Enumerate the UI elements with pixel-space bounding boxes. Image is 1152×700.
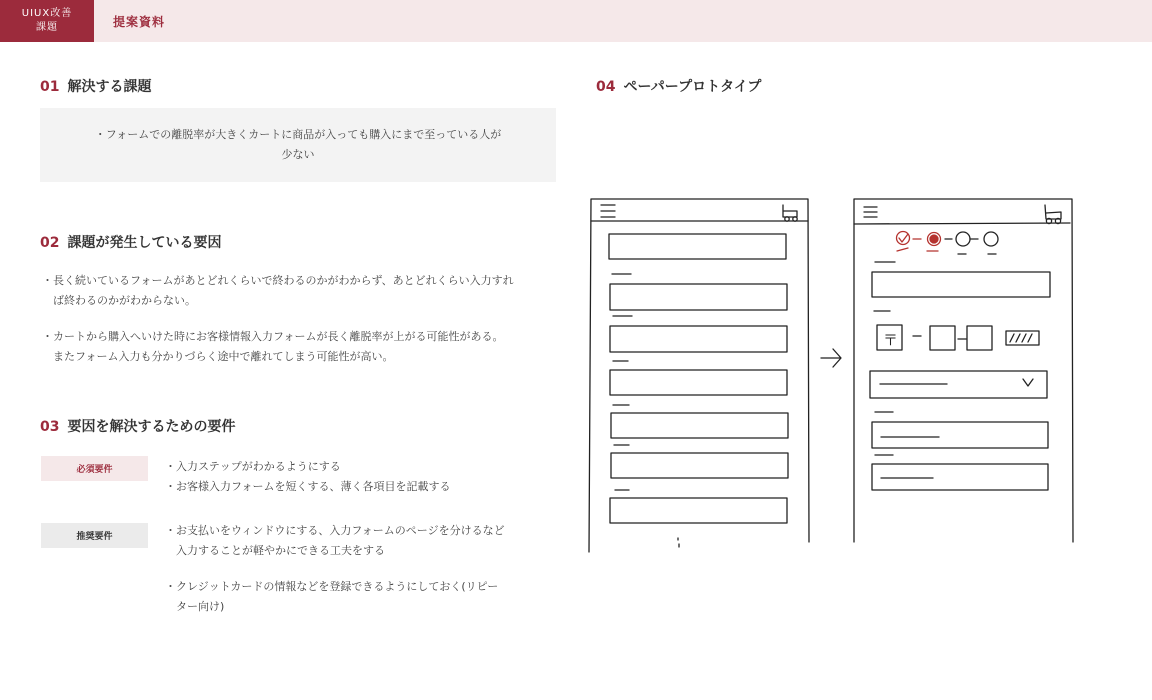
step-pending-icon (956, 232, 970, 246)
recommended-1-line2: 入力することが軽やかにできる工夫をする (176, 544, 385, 557)
cause-1-line1: ・長く続いているフォームがあとどれくらいで終わるのかがわからず、あとどれくらい入力すれ (42, 274, 514, 287)
continue-dots (678, 538, 679, 547)
phone-frame-before (589, 199, 809, 552)
hamburger-icon (601, 205, 615, 217)
postal-field (930, 326, 955, 350)
problem-box (40, 108, 556, 182)
form-field (872, 272, 1050, 297)
card-icon (1006, 331, 1039, 345)
paper-prototype (585, 190, 1080, 560)
section-03-title (40, 416, 235, 436)
form-field (611, 453, 788, 478)
header-bar (0, 0, 1152, 42)
recommended-item-2 (165, 577, 555, 617)
prototype-before (589, 199, 809, 552)
recommended-tag: 推奨要件 (41, 523, 148, 548)
badge-line2: 課題 (36, 22, 58, 33)
section-04-title (596, 76, 761, 96)
form-field (872, 464, 1048, 490)
required-list (165, 457, 555, 497)
form-field (609, 234, 786, 259)
step-pending-icon (984, 232, 998, 246)
cause-1-line2: ば終わるのかがわからない。 (53, 294, 196, 307)
chevron-down-icon (1023, 379, 1033, 386)
postal-mark: 〒 (883, 331, 899, 349)
postal-field (967, 326, 992, 350)
recommended-2-line2: ター向け) (176, 600, 225, 613)
phone-header-line-after (854, 223, 1070, 224)
required-tag: 必須要件 (41, 456, 148, 481)
section-03-label: 要因を解決するための要件 (67, 419, 236, 435)
section-04-number: 04 (596, 79, 616, 95)
recommended-item-1 (165, 521, 555, 561)
problem-line2: 少ない (281, 148, 315, 161)
prototype-after (854, 199, 1073, 542)
check-icon (899, 234, 908, 242)
section-01-number: 01 (40, 79, 60, 95)
form-field (610, 370, 787, 395)
cause-2-line2: またフォーム入力も分かりづらく途中で離れてしまう可能性が高い。 (53, 350, 394, 363)
section-04-label: ペーパープロトタイプ (623, 79, 762, 95)
section-02-label: 課題が発生している要因 (67, 235, 222, 251)
section-02-title (40, 232, 221, 252)
header-badge (0, 0, 94, 42)
cause-2 (42, 327, 562, 367)
form-field (610, 284, 787, 310)
header-title: 提案資料 (113, 15, 166, 29)
section-02-number: 02 (40, 235, 60, 251)
required-item-1: ・入力ステップがわかるようにする (165, 460, 341, 473)
recommended-1-line1: ・お支払いをウィンドウにする、入力フォームのページを分けるなど (165, 524, 505, 537)
section-03-number: 03 (40, 419, 60, 435)
section-01-label: 解決する課題 (67, 79, 152, 95)
required-item-2: ・お客様入力フォームを短くする、薄く各項目を記載する (165, 480, 451, 493)
cart-icon (783, 205, 797, 221)
step-indicator (897, 232, 999, 255)
cause-1 (42, 271, 562, 311)
hamburger-icon (864, 207, 877, 217)
recommended-2-line1: ・クレジットカードの情報などを登録できるようにしておく(リピー (165, 580, 499, 593)
cause-2-line1: ・カートから購入へいけた時にお客様情報入力フォームが長く離脱率が上がる可能性がある。 (42, 330, 504, 343)
problem-line1: ・フォームでの離脱率が大きくカートに商品が入っても購入にまで至っている人が (94, 128, 502, 141)
cart-icon (1045, 205, 1061, 224)
form-field (611, 413, 788, 438)
form-field (610, 326, 787, 352)
form-field (610, 498, 787, 523)
badge-line1: UIUX改善 (21, 8, 73, 19)
arrow-right-icon (821, 349, 841, 367)
section-01-title (40, 76, 151, 96)
form-field (872, 422, 1048, 448)
